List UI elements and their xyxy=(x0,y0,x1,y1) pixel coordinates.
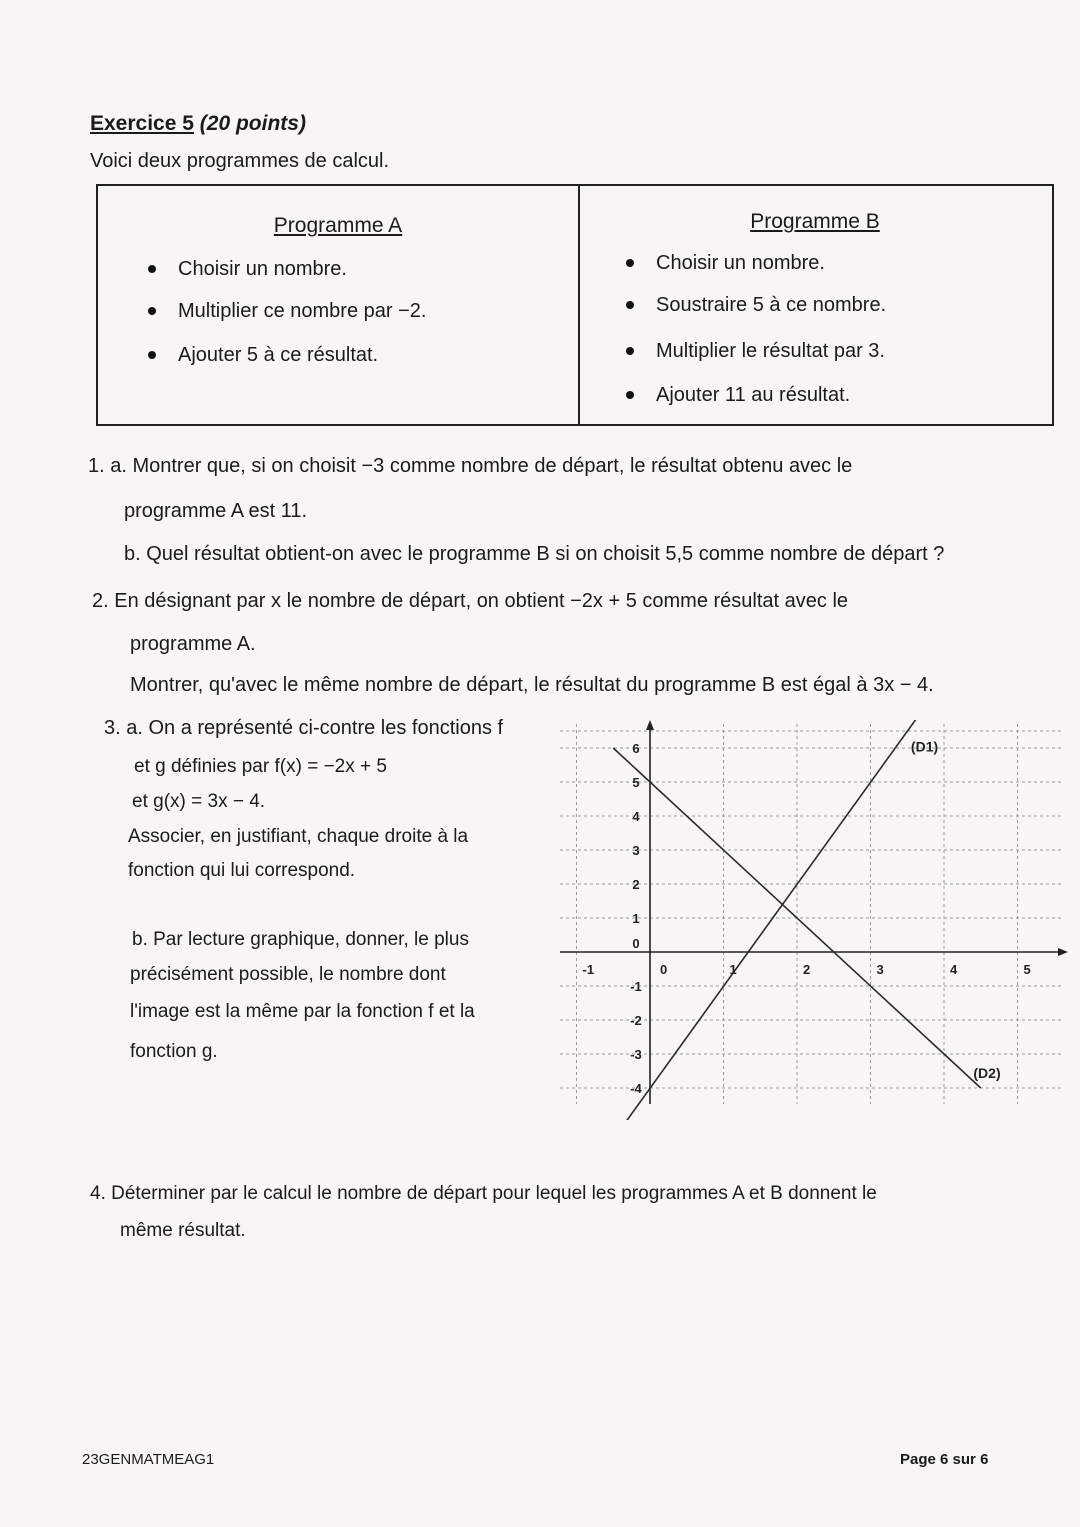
x-axis-arrow-icon xyxy=(1058,948,1068,956)
question-4: 4. Déterminer par le calcul le nombre de départ pour lequel les programmes A et B donnent le xyxy=(90,1183,877,1204)
bullet-icon xyxy=(626,391,634,399)
y-tick-label: 6 xyxy=(632,741,640,756)
question-3b-cont2: l'image est la même par la fonction f et la xyxy=(130,1001,475,1022)
program-b-column xyxy=(578,186,1052,424)
question-3a-task: Associer, en justifiant, chaque droite à la xyxy=(128,826,469,847)
question-3a-task-cont: fonction qui lui correspond. xyxy=(128,860,356,881)
x-tick-label: 0 xyxy=(660,962,668,977)
x-tick-label: 1 xyxy=(729,962,737,977)
x-tick-label: 4 xyxy=(950,962,958,977)
line-d1 xyxy=(626,720,920,1120)
question-2: 2. En désignant par x le nombre de départ, on obtient −2x + 5 comme résultat avec le xyxy=(92,590,849,612)
program-a-step: Choisir un nombre. xyxy=(178,258,347,281)
program-b-step: Ajouter 11 au résultat. xyxy=(656,384,850,407)
question-1a-cont: programme A est 11. xyxy=(124,500,308,522)
program-b-step: Choisir un nombre. xyxy=(656,252,825,275)
footer-code: 23GENMATMEAG1 xyxy=(82,1451,215,1468)
question-3b-cont1: précisément possible, le nombre dont xyxy=(130,964,446,985)
question-3a: 3. a. On a représenté ci-contre les fonctions f xyxy=(104,717,504,739)
footer-page: Page 6 sur 6 xyxy=(900,1451,989,1468)
y-tick-label: 5 xyxy=(632,775,640,790)
question-4-cont: même résultat. xyxy=(120,1220,246,1241)
y-tick-label: -1 xyxy=(630,979,642,994)
program-a-title: Programme A xyxy=(273,214,403,237)
question-1a: 1. a. Montrer que, si on choisit −3 comme nombre de départ, le résultat obtenu avec le xyxy=(88,455,853,477)
question-2-statement: Montrer, qu'avec le même nombre de départ, le résultat du programme B est égal à 3x − 4. xyxy=(130,674,934,696)
question-3a-def-g: et g(x) = 3x − 4. xyxy=(132,791,266,812)
question-1b: b. Quel résultat obtient-on avec le programme B si on choisit 5,5 comme nombre de départ ? xyxy=(124,543,945,565)
program-b-step: Multiplier le résultat par 3. xyxy=(656,340,885,363)
exercise-label: Exercice 5 xyxy=(90,112,194,135)
series-label-d2: (D2) xyxy=(973,1064,1001,1081)
x-tick-label: 2 xyxy=(803,962,811,977)
exercise-points: (20 points) xyxy=(199,112,306,135)
y-axis-arrow-icon xyxy=(646,720,654,730)
x-tick-label: -1 xyxy=(582,962,595,977)
bullet-icon xyxy=(148,307,156,315)
x-tick-label: 3 xyxy=(876,962,884,977)
bullet-icon xyxy=(626,301,634,309)
y-tick-label: 1 xyxy=(632,911,640,926)
exercise-title xyxy=(90,112,306,136)
programs-table xyxy=(96,184,1054,426)
series-label-d1: (D1) xyxy=(910,738,939,755)
y-tick-label: 2 xyxy=(632,877,640,892)
bullet-icon xyxy=(626,259,634,267)
question-3b-cont3: fonction g. xyxy=(130,1041,218,1062)
y-tick-label: 4 xyxy=(632,809,640,824)
bullet-icon xyxy=(148,351,156,359)
y-tick-label: -4 xyxy=(630,1081,642,1096)
program-b-step: Soustraire 5 à ce nombre. xyxy=(656,294,886,317)
bullet-icon xyxy=(148,265,156,273)
y-tick-label: 3 xyxy=(632,843,640,858)
bullet-icon xyxy=(626,347,634,355)
y-tick-label: -2 xyxy=(630,1013,642,1028)
program-a-step: Multiplier ce nombre par −2. xyxy=(178,300,426,323)
exercise-intro: Voici deux programmes de calcul. xyxy=(90,150,390,172)
y-tick-label: 0 xyxy=(632,936,640,951)
question-2-cont: programme A. xyxy=(130,633,256,655)
y-tick-label: -3 xyxy=(630,1047,642,1062)
question-3b: b. Par lecture graphique, donner, le plus xyxy=(132,929,469,950)
program-a-step: Ajouter 5 à ce résultat. xyxy=(178,344,378,367)
program-a-column xyxy=(98,186,580,424)
question-3a-def: et g définies par f(x) = −2x + 5 xyxy=(134,756,387,777)
function-graph xyxy=(550,720,1070,1120)
x-tick-label: 5 xyxy=(1023,962,1031,977)
program-b-title: Programme B xyxy=(750,210,880,233)
